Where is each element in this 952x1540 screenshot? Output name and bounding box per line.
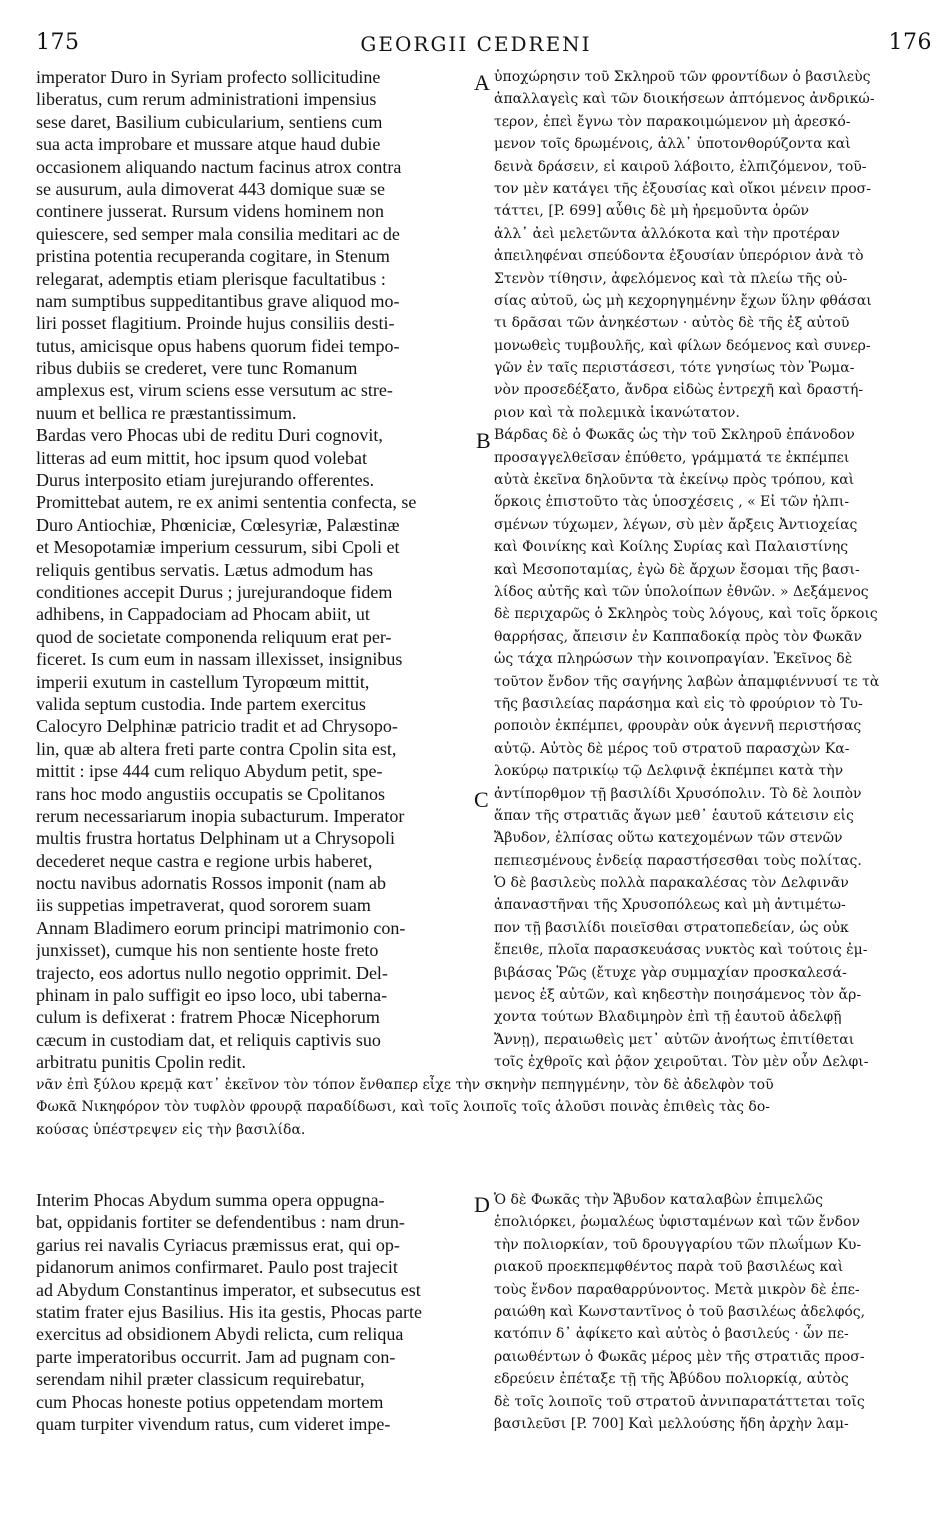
text-line: χοντα τούτων Βλαδιμηρὸν ἐπὶ τῇ ἑαυτοῦ ἀδελφῇ <box>494 1009 842 1026</box>
text-line: τῆς βασιλείας παράσημα καὶ εἰς τὸ φρούριον τὸ Τυ- <box>494 695 863 712</box>
text-line: reliquis gentibus servatis. Lætus admodum has <box>36 559 373 580</box>
text-line: lin, quæ ab altera freti parte contra Cpolin sita est, <box>36 738 397 759</box>
text-line: ραιώθη καὶ Κωνσταντῖνος ὁ τοῦ βασιλέως ἀδελφός, <box>494 1303 866 1320</box>
text-line: Annam Bladimero eorum principi matrimonio con- <box>36 917 406 938</box>
text-line: βιβάσας Ῥῶς (ἔτυχε γὰρ συμμαχίαν προσκαλεσά- <box>494 964 847 981</box>
text-line: κούσας ὑπέστρεψεν εἰς τὴν βασιλίδα. <box>36 1121 306 1138</box>
text-line: σμένων τύχωμεν, λέγων, σὺ μὲν ἄρξεις Ἀντιοχείας <box>494 516 858 533</box>
text-line: τοῖς ἐχθροῖς καὶ ῥᾷον χειροῦται. Τὸν μὲν οὖν Δελφι- <box>494 1054 869 1071</box>
text-line: se ausurum, aula dimoverat 443 domique suæ se <box>36 178 385 199</box>
section-marker-c: C <box>474 787 489 812</box>
text-line: τι δρᾶσαι τῶν ἀνηκέστων · αὐτὸς δὲ τῆς ἐξ αὐτοῦ <box>494 315 850 332</box>
text-line: amplexus est, virum sciens esse versutum ac stre- <box>36 380 393 401</box>
text-line: sua acta improbare et mussare atque haud dubie <box>36 134 381 155</box>
text-line: εδρεύειν ἐπέταξε τῇ τῆς Ἀβύδου πολιορκίᾳ, αὐτὸς <box>494 1371 849 1388</box>
text-line: sese daret, Basilium cubicularium, sentiens cum <box>36 111 383 132</box>
text-line: Στενὸν τίθησιν, ἀφελόμενος καὶ τὰ πλείω τῆς οὐ- <box>494 270 848 287</box>
text-line: Duro Antiochiæ, Phœniciæ, Cœlesyriæ, Palæstinæ <box>36 514 400 535</box>
text-line: nam sumptibus suppeditantibus grave aliquod mo- <box>36 290 400 311</box>
text-line: ἀπαναστῆναι τῆς Χρυσοπόλεως καὶ μὴ ἀντιμέτω- <box>494 897 846 914</box>
greek-column-bottom <box>494 1189 930 1435</box>
text-line: Ἄβυδον, ἐλπίσας οὕτω κατεχομένων τῶν στενῶν <box>494 830 843 847</box>
running-header <box>0 30 952 60</box>
text-line: γῶν ἐν ταῖς περιστάσεσι, τότε γνησίως τὸν Ῥωμα- <box>494 360 855 377</box>
text-line: τὴν πολιορκίαν, τοῦ δρουγγαρίου τῶν πλωΐμων Κυ- <box>494 1236 862 1253</box>
text-line: tutus, amicisque opus habens quorum fidei tempo- <box>36 335 400 356</box>
text-line: μονωθεὶς τυμβουλῆς, καὶ φίλων δεόμενος καὶ συνερ- <box>494 337 871 354</box>
text-line: ficeret. Is cum eum in nassam illexisset, insignibus <box>36 649 403 670</box>
page-number-left: 175 <box>36 30 80 55</box>
text-line: καὶ Μεσοποταμίας, ἐγὼ δὲ ἄρχων ἔσομαι τῆς βασι- <box>494 561 860 578</box>
greek-column-top <box>494 66 930 1074</box>
text-line: Ὁ δὲ Φωκᾶς τὴν Ἄβυδον καταλαβὼν ἐπιμελῶς <box>494 1192 823 1208</box>
text-line: valida septum custodia. Inde partem exercitus <box>36 693 366 714</box>
text-line: noctu navibus adornatis Rossos imponit (nam ab <box>36 873 386 894</box>
text-line: τον μὲν κατάγει τῆς ἐξουσίας καὶ οἴκοι μένειν προσ- <box>494 180 871 197</box>
text-line: arbitratu punitis Cpolin redit. <box>36 1052 246 1073</box>
text-line: τοὺς ἔνδον παραθαρρύνοντος. Μετὰ μικρὸν δὲ ἐπε- <box>494 1281 860 1298</box>
text-line: τάττει, [P. 699] αὖθις δὲ μὴ ἠρεμοῦντα ὁρῶν <box>494 203 810 220</box>
text-line: ἐπολιόρκει, ῥωμαλέως ὑφισταμένων καὶ τῶν ἔνδον <box>494 1214 861 1231</box>
latin-column-bottom <box>36 1189 468 1435</box>
text-line: δεινὰ δράσειν, εἰ καιροῦ λάβοιτο, ἐλπιζόμενον, τοῦ- <box>494 158 867 175</box>
text-line: Interim Phocas Abydum summa opera oppugna- <box>36 1190 385 1210</box>
text-line: τοῦτον ἔνδον τῆς σαγήνης λαβὼν ἀπαμφιέννυσί τε τὰ <box>494 673 880 690</box>
text-line: μενον τοῖς δρωμένοις, ἀλλ᾽ ὑποτονθορύζοντα καὶ <box>494 136 851 153</box>
text-line: quiescere, sed semper mala consilia meditari ac de <box>36 223 400 244</box>
text-line: et Mesopotamiæ imperium cessurum, sibi Cpoli et <box>36 537 400 558</box>
text-line: imperator Duro in Syriam profecto sollicitudine <box>36 67 381 87</box>
text-line: Ἄννῃ), περαιωθεὶς μετ᾽ αὐτῶν ἀνοήτως ἐπιτίθεται <box>494 1031 855 1048</box>
section-marker-d: D <box>474 1192 490 1217</box>
text-line: πον τῇ βασιλίδι ποιεῖσθαι στρατοπεδείαν, ὡς οὐκ <box>494 919 849 936</box>
text-line: κατόπιν δ᾽ ἀφίκετο καὶ αὐτὸς ὁ βασιλεύς · ὧν πε- <box>494 1326 849 1343</box>
text-line: ροποιὸν ἐκπέμπει, φρουρὰν οὐκ ἀγεννῆ περιστήσας <box>494 718 862 735</box>
text-line: conditiones accepit Durus ; jurejurandoque fidem <box>36 581 393 602</box>
text-line: βασιλεῦσι [P. 700] Καὶ μελλούσης ἤδη ἀρχὴν λαμ- <box>494 1415 849 1432</box>
text-line: Bardas vero Phocas ubi de reditu Duri cognovit, <box>36 425 383 446</box>
text-line: Φωκᾶ Νικηφόρον τὸν τυφλὸν φρουρᾷ παραδίδωσι, καὶ τοῖς λοιποῖς τοῖς ἁλοῦσι ποινὰς ἐπιθεὶς τὰς δο- <box>36 1099 771 1116</box>
section-marker-a: A <box>474 70 490 95</box>
text-line: decederet neque castra e regione urbis haberet, <box>36 850 373 871</box>
text-line: relegarat, ademptis etiam plerisque facultatibus : <box>36 268 386 289</box>
text-line: cæcum in custodiam dat, et reliquis captivis suo <box>36 1029 381 1050</box>
text-line: mittit : ipse 444 cum reliquo Abydum petit, spe- <box>36 761 383 782</box>
text-line: Ὁ δὲ βασιλεὺς πολλὰ παρακαλέσας τὸν Δελφινᾶν <box>494 875 849 892</box>
text-line: adhibens, in Cappadociam ad Phocam abiit, ut <box>36 604 370 625</box>
text-line: bat, oppidanis fortiter se defendentibus : nam drun- <box>36 1212 405 1233</box>
text-line: αὐτὰ ἐκεῖνα δηλοῦντα τὰ ἐκείνῳ πρὸς τρόπου, καὶ <box>494 472 855 489</box>
greek-full-width-text <box>36 1074 930 1141</box>
text-line: δὲ περιχαρῶς ὁ Σκληρὸς τοὺς λόγους, καὶ τοῖς ὅρκοις <box>494 606 878 623</box>
text-line: θαρρήσας, ἄπεισιν ἐν Καππαδοκίᾳ πρὸς τὸν Φωκᾶν <box>494 628 863 645</box>
text-line: πεπιεσμένους ἐνδείᾳ παραστήσεσθαι τοὺς πολίτας. <box>494 852 862 869</box>
text-line: ἔπειθε, πλοῖα παρασκευάσας νυκτὸς καὶ τούτοις ἐμ- <box>494 942 868 959</box>
text-line: ὑποχώρησιν τοῦ Σκληροῦ τῶν φροντίδων ὁ βασιλεὺς <box>494 69 871 85</box>
text-line: liberatus, cum rerum administrationi impensius <box>36 89 377 110</box>
page-number-right: 176 <box>888 30 932 55</box>
latin-column-top <box>36 66 468 1074</box>
text-line: τερον, ἐπεὶ ἔγνω τὸν παρακοιμώμενον μὴ ἀρεσκό- <box>494 113 851 130</box>
text-line: ἀπαλλαγεὶς καὶ τῶν διοικήσεων ἁπτόμενος ἀνδρικώ- <box>494 91 875 108</box>
text-line: ὡς τάχα πληρώσων τὴν κοινοπραγίαν. Ἐκεῖνος δὲ <box>494 651 853 668</box>
text-line: δὲ τοῖς λοιποῖς τοῦ στρατοῦ ἀννιπαρατάττεται τοῖς <box>494 1393 865 1410</box>
text-line: νᾶν ἐπὶ ξύλου κρεμᾷ κατ᾽ ἐκεῖνον τὸν τόπον ἔνθαπερ εἶχε τὴν σκηνὴν πεπηγμένην, τὸν δὲ ἀδελφὸν τοῦ <box>36 1077 774 1093</box>
text-line: litteras ad eum mittit, hoc ipsum quod volebat <box>36 447 367 468</box>
text-line: ἀλλ᾽ ἀεὶ μελετῶντα ἀλλόκοτα καὶ τὴν προτέραν <box>494 225 840 242</box>
text-line: quod de societate componenda reliquum erat per- <box>36 626 392 647</box>
text-line: liri posset flagitium. Proinde hujus consiliis desti- <box>36 313 395 334</box>
text-line: λοκύρῳ πατρικίῳ τῷ Δελφινᾷ ἐκπέμπει κατὰ τὴν <box>494 763 844 780</box>
text-line: ραιωθέντων ὁ Φωκᾶς μέρος μὲν τῆς στρατιᾶς προσ- <box>494 1348 865 1365</box>
text-line: culum is defixerat : fratrem Phocæ Nicephorum <box>36 1007 380 1028</box>
text-line: ἀντίπορθμον τῇ βασιλίδι Χρυσόπολιν. Τὸ δὲ λοιπὸν <box>494 785 862 802</box>
text-line: quam turpiter vivendum ratus, cum videret impe- <box>36 1413 391 1434</box>
text-line: continere jusserat. Rursum videns hominem non <box>36 201 384 222</box>
text-line: garius rei navalis Cyriacus præmissus erat, qui op- <box>36 1234 400 1255</box>
text-line: λίδος αὐτῆς καὶ τῶν ὑπολοίπων ἐθνῶν. » Δεξάμενος <box>494 583 869 600</box>
text-line: occasionem aliquando nactum facinus atrox contra <box>36 156 402 177</box>
text-line: pidanorum animos confirmaret. Paulo post trajecit <box>36 1257 398 1278</box>
text-line: Durus interposito etiam jurejurando offerentes. <box>36 470 375 491</box>
running-head-title: GEORGII CEDRENI <box>360 32 592 56</box>
text-line: exercitus ad obsidionem Abydi relicta, cum reliqua <box>36 1324 404 1345</box>
text-line: rans hoc modo angustiis occupatis se Cpolitanos <box>36 783 385 804</box>
text-line: nuum et bellica re præstantissimum. <box>36 402 297 423</box>
text-line: ἀπειληφέναι σπεύδοντα ἐξουσίαν ὑπερόριον ἀνὰ τὸ <box>494 248 864 265</box>
text-line: trajecto, eos adortus nullo negotio opprimit. Del- <box>36 962 388 983</box>
text-line: rerum necessariarum inopia subacturum. Imperator <box>36 805 405 826</box>
text-line: junxisset), cumque his non sentiente hoste freto <box>36 940 379 961</box>
text-line: cum Phocas honeste potius oppetendam mortem <box>36 1391 384 1412</box>
text-line: ἅπαν τῆς στρατιᾶς ἄγων μεθ᾽ ἑαυτοῦ κάτεισιν εἰς <box>494 807 854 824</box>
text-line: ριακοῦ προεκπεμφθέντος παρὰ τοῦ βασιλέως καὶ <box>494 1259 844 1276</box>
text-line: καὶ Φοινίκης καὶ Κοίλης Συρίας καὶ Παλαιστίνης <box>494 539 849 556</box>
text-line: Βάρδας δὲ ὁ Φωκᾶς ὡς τὴν τοῦ Σκληροῦ ἐπάνοδον <box>494 427 855 444</box>
text-line: ad Abydum Constantinus imperator, et subsecutus est <box>36 1279 421 1300</box>
text-line: iis suppetias impetraverat, quod sororem suam <box>36 895 371 916</box>
section-marker-b: B <box>476 428 491 453</box>
text-line: νὸν προσεδέξατο, ἄνδρα εἰδὼς ἐντρεχῆ καὶ δραστή- <box>494 382 864 399</box>
text-line: phinam in palo suffigit eo ipso loco, ubi taberna- <box>36 985 388 1006</box>
text-line: ribus dubiis se crederet, vere tunc Romanum <box>36 358 358 379</box>
text-line: Promittebat autem, re ex animi sententia confecta, se <box>36 492 417 513</box>
text-line: statim frater ejus Basilius. His ita gestis, Phocas parte <box>36 1301 422 1322</box>
text-line: σίας αὐτοῦ, ὡς μὴ κεχορηγημένην ἔχων ὕλην φθάσαι <box>494 292 872 309</box>
text-line: μενος ἐξ αὐτῶν, καὶ κηδεστὴν ποιησάμενος τὸν ἄρ- <box>494 987 862 1004</box>
text-line: imperii exutum in castellum Tyropœum mittit, <box>36 671 370 692</box>
text-line: Calocyro Delphinæ patricio tradit et ad Chrysopo- <box>36 716 398 737</box>
text-line: serendam nihil præter classicum requirebatur, <box>36 1369 365 1390</box>
text-line: ὅρκοις ἐπιστοῦτο τὰς ὑποσχέσεις , « Εἰ τῶν ἠλπι- <box>494 494 850 511</box>
text-line: pristina potentia recuperanda cogitare, in Stenum <box>36 246 390 267</box>
text-line: parte imperatoribus occurrit. Jam ad pugnam con- <box>36 1346 396 1367</box>
text-line: προσαγγελθεῖσαν ἐπύθετο, γράμματά τε ἐκπέμπει <box>494 449 850 466</box>
text-line: multis frustra hortatus Delphinam ut a Chrysopoli <box>36 828 395 849</box>
text-line: αὐτῷ. Αὐτὸς δὲ μέρος τοῦ στρατοῦ παρασχὼν Κα- <box>494 740 850 757</box>
text-line: ριον καὶ τὰ πολεμικὰ ἱκανώτατον. <box>494 404 740 421</box>
